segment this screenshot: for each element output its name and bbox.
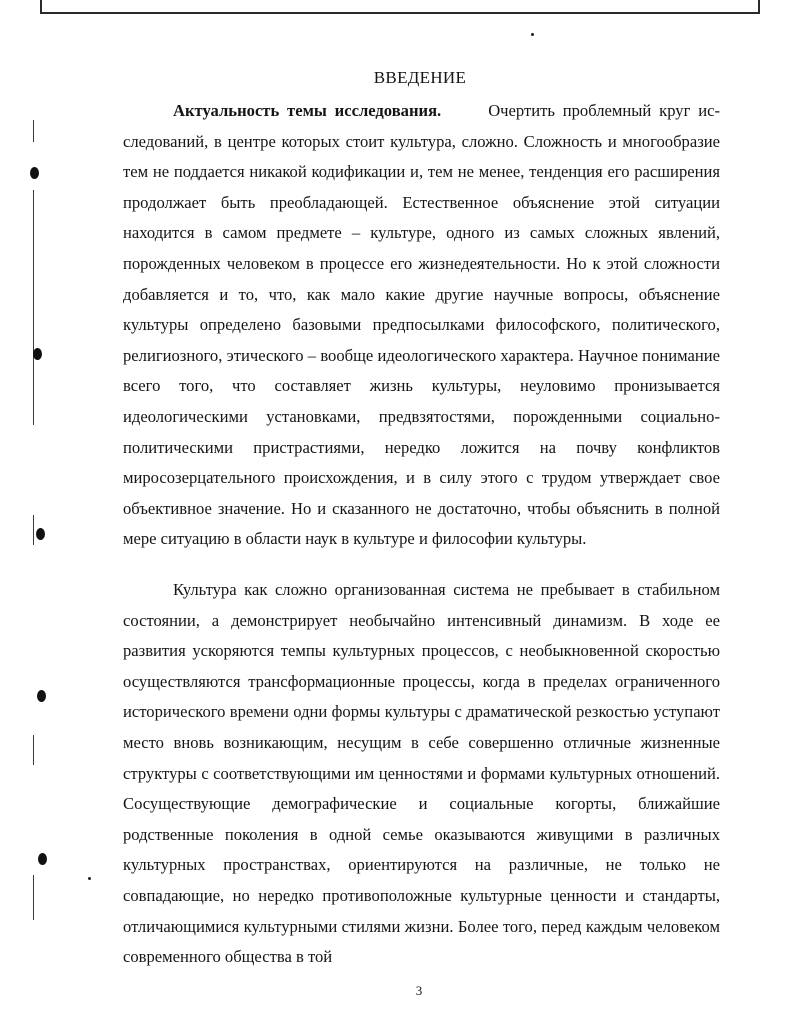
page-title: ВВЕДЕНИЕ — [373, 68, 467, 87]
paragraph-1-lead: Актуальность темы исследования. — [173, 101, 442, 120]
binding-margin-line — [33, 515, 34, 545]
binding-hole — [36, 528, 45, 540]
binding-hole — [37, 690, 46, 702]
binding-hole — [33, 348, 42, 360]
paragraph-1-body: Очертить проблемный круг исследований, в центре которых стоит культура, сложно. Сложность и многообразие тем не поддается никакой кодификации и, тем не менее, тенденция его расширения продолжает быть преобладающей. Естественное объяснение этой ситуации находится в самом предмете – культуре, одного из самых сложных явлений, порожденных человеком в процессе его жизнедеятельности. Но к этой сложности добавляется и то, что, как мало какие другие научные вопросы, объяснение культуры определено базовыми предпосылками философского, политического, религиозного, этического – вообще идеологического характера. Научное понимание всего того, что составляет жизнь культуры, неуловимо пронизывается идеологическими установками, предвзятостями, порожденными социально-политическими пристрастиями, нередко ложится на почву конфликтов миросозерцательного происхождения, и в силу этого с трудом утверждает свое объективное значение. Но и сказанного не достаточно, чтобы объяснить в полной мере ситуацию в области наук в культуре и философии культуры. — [123, 101, 721, 549]
binding-hole — [38, 853, 47, 865]
binding-margin-line — [33, 735, 34, 765]
scan-speck — [531, 33, 534, 36]
binding-margin-line — [33, 120, 34, 142]
scan-top-border — [40, 12, 760, 14]
binding-margin-line — [33, 875, 34, 920]
scan-corner-mark — [40, 0, 42, 14]
binding-hole — [30, 167, 39, 179]
scan-corner-mark — [758, 0, 760, 14]
scan-speck — [88, 877, 91, 880]
paragraph-1 — [123, 96, 720, 555]
binding-margin-line — [33, 190, 34, 425]
page-number: 3 — [415, 983, 423, 998]
paragraph-2: Культура как сложно организованная система не пребывает в стабильном состоянии, а демонстрирует необычайно интенсивный динамизм. В ходе ее развития ускоряются темпы культурных процессов, с необыкновенной скоростью осуществляются трансформационные процессы, когда в пределах ограниченного исторического времени одни формы культуры с драматической резкостью уступают место вновь возникающим, несущим в себе совершенно отличные жизненные структуры с соответствующими им ценностями и формами культурных отношений. Сосуществующие демографические и социальные когорты, ближайшие родственные поколения в одной семье оказываются живущими в различных культурных пространствах, ориентируются на различные, не только не совпадающие, но нередко противоположные культурные ценности и стандарты, отличающимися культурными стилями жизни. Более того, перед каждым человеком современного общества в той — [123, 580, 720, 967]
